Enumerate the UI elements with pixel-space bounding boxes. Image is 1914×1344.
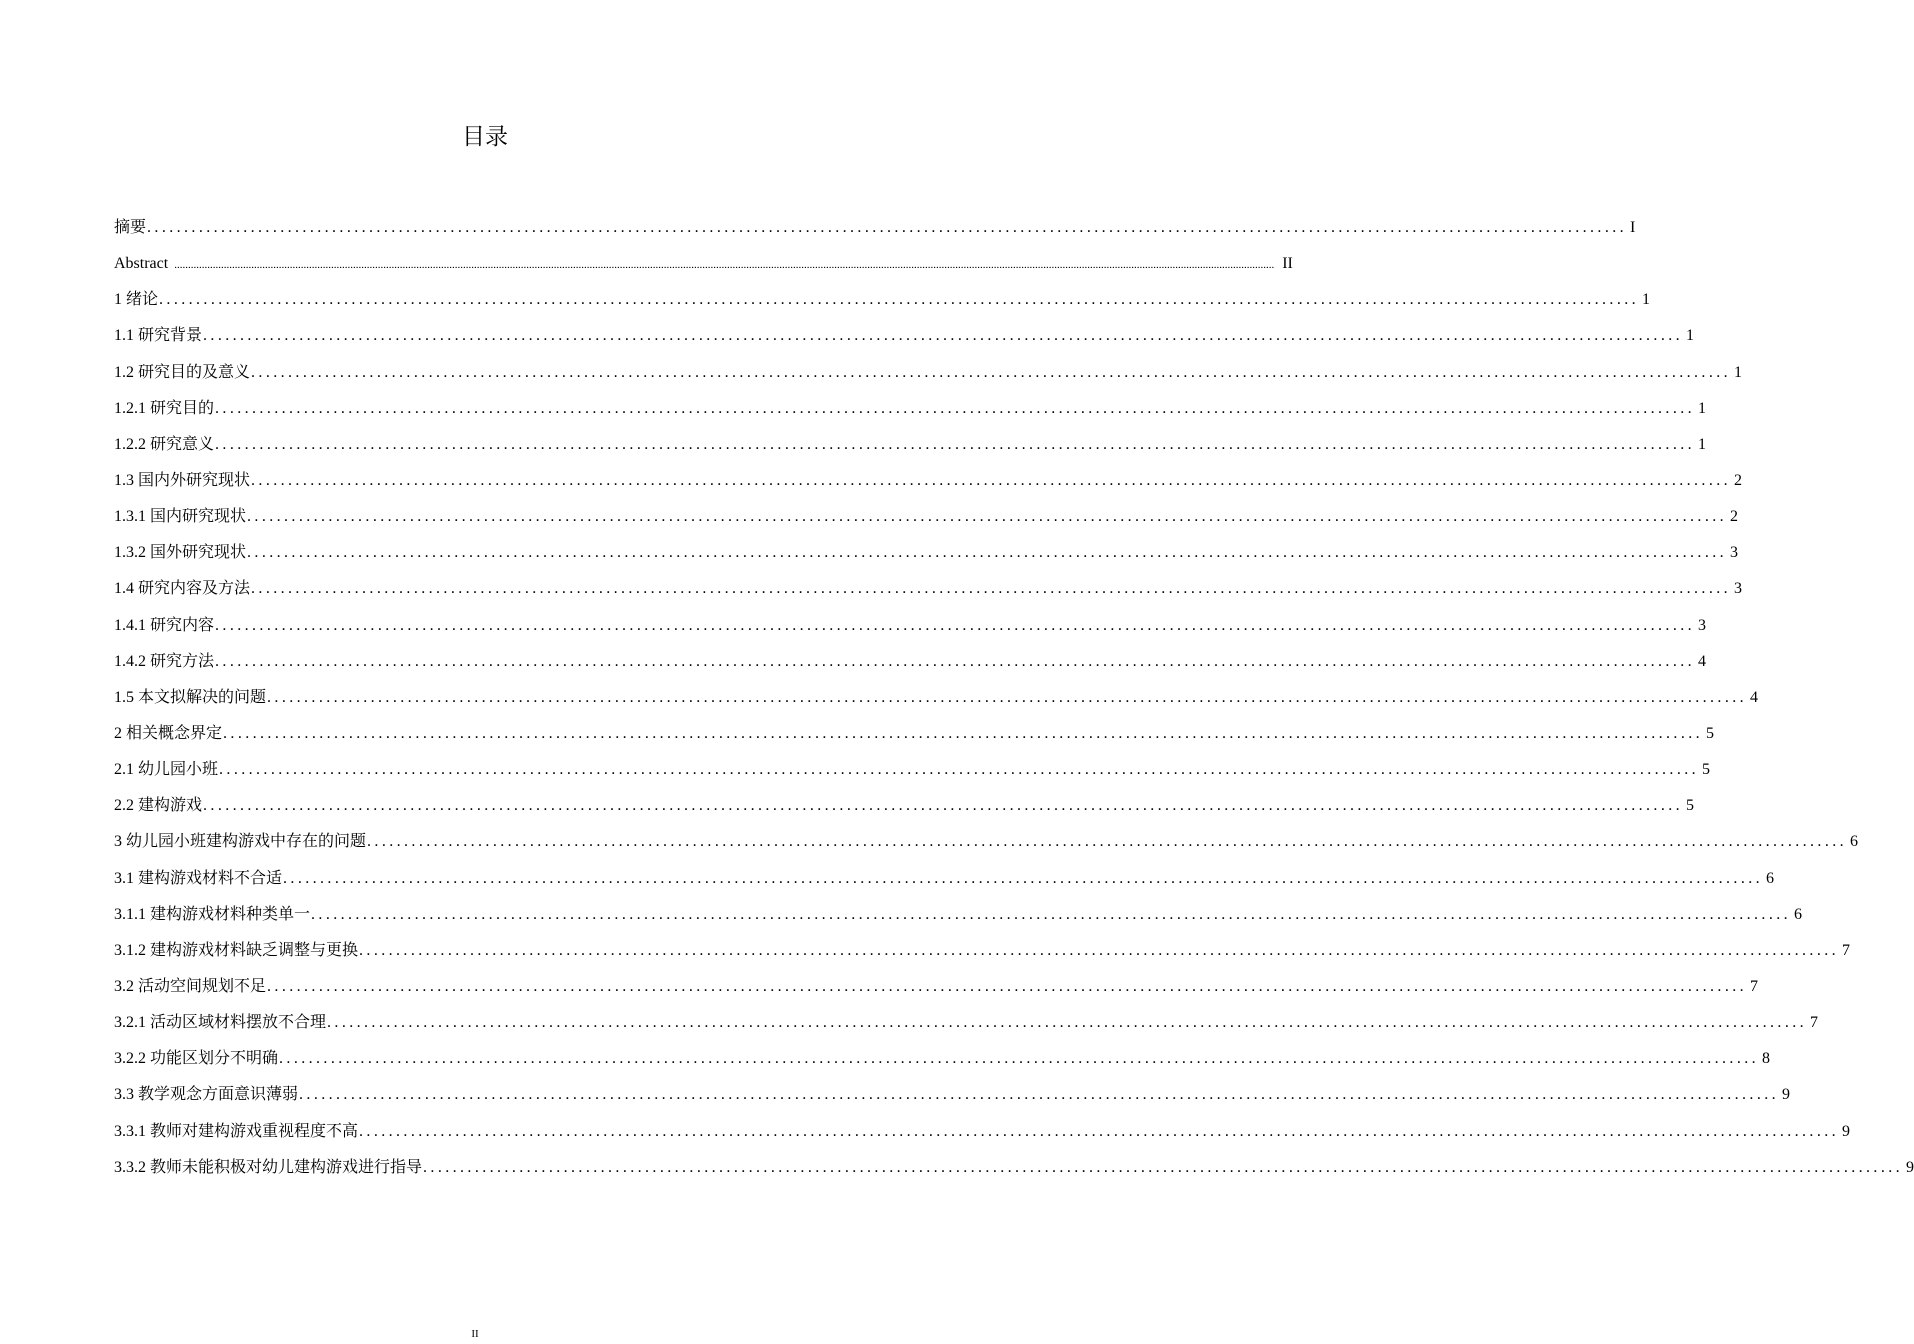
toc-leader: ........................................................................................................................................................................................................ [223, 724, 1704, 742]
toc-entry[interactable] [114, 355, 1743, 391]
toc-entry[interactable] [114, 427, 1707, 463]
toc-entry[interactable] [114, 1041, 1771, 1077]
toc-entry[interactable] [114, 1114, 1851, 1150]
toc-leader: ........................................................................................................................................................................................................ [215, 399, 1696, 417]
toc-leader: ........................................................................................................................................................................................................ [219, 761, 1700, 779]
page-title: 目录 [462, 124, 508, 150]
toc-entry[interactable] [114, 933, 1851, 969]
toc-label: 1.2.2 研究意义 [114, 435, 215, 453]
toc-page-number: 1 [1698, 435, 1707, 453]
toc-page-number: 4 [1750, 688, 1759, 706]
toc-leader: ........................................................................................................................................................................................................ [267, 977, 1748, 995]
toc-page-number: 1 [1686, 327, 1695, 345]
toc-leader: ........................................................................................................................................................................................................ [367, 833, 1848, 851]
toc-leader: ........................................................................................................................................................................................................ [327, 1014, 1808, 1032]
toc-page-number: 1 [1642, 291, 1651, 309]
toc-entry[interactable] [114, 644, 1707, 680]
toc-entry[interactable] [114, 680, 1759, 716]
toc-label: 摘要 [114, 219, 147, 236]
toc-label: 1 绪论 [114, 291, 159, 309]
toc-leader: ........................................................................................................................................................................................................ [267, 688, 1748, 706]
toc-page-number: 5 [1702, 761, 1711, 779]
toc-leader: ........................................................................................................................................................................................................ [203, 797, 1684, 815]
toc-entry[interactable] [114, 716, 1715, 752]
toc-label: 1.3 国内外研究现状 [114, 471, 251, 489]
toc-page-number: 7 [1810, 1014, 1819, 1032]
toc-entry[interactable] [114, 752, 1711, 788]
toc-leader: ........................................................................................................................................................................................................ [279, 1050, 1760, 1068]
toc-label: 1.5 本文拟解决的问题 [114, 688, 267, 706]
toc-entry[interactable] [114, 608, 1707, 644]
toc-leader: ........................................................................................................................................................................................................ [147, 219, 1628, 236]
toc-entry[interactable] [114, 318, 1695, 354]
toc-leader: ........................................................................................................................................................................................................ [251, 580, 1732, 598]
toc-entry[interactable] [114, 969, 1759, 1005]
toc-label: 2 相关概念界定 [114, 724, 223, 742]
toc-leader: ........................................................................................................................................................................................................ [215, 652, 1696, 670]
toc-leader: ........................................................................................................................................................................................................ [359, 1122, 1840, 1140]
toc-page-number: 4 [1698, 652, 1707, 670]
toc-page-number: 7 [1842, 941, 1851, 959]
toc-entry-abstract-cn[interactable] [114, 210, 1636, 246]
toc-leader: ........................................................................................................................................................................................................ [247, 508, 1728, 526]
toc-label: 1.4 研究内容及方法 [114, 580, 251, 598]
toc-label: Abstract [114, 255, 169, 273]
toc-leader: ........................................................................................................................................................................................................ [283, 869, 1764, 887]
toc-page-number: 5 [1686, 797, 1695, 815]
toc-label: 3.1 建构游戏材料不合适 [114, 869, 283, 887]
toc-label: 1.4.1 研究内容 [114, 616, 215, 634]
toc-leader: ........................................................................................................................................................................................................ [251, 363, 1732, 381]
toc-page-number: 5 [1706, 724, 1715, 742]
toc-leader: ........................................................................................................................................................................................................ [215, 435, 1696, 453]
toc-page-number: 9 [1782, 1086, 1791, 1104]
toc-page-number: II [1282, 255, 1293, 273]
toc-page-number: 6 [1766, 869, 1775, 887]
toc-page-number: 8 [1762, 1050, 1771, 1068]
toc-label: 3.1.2 建构游戏材料缺乏调整与更换 [114, 941, 359, 959]
toc-page-number: 9 [1842, 1122, 1851, 1140]
toc-leader: ................................................................................................................................................................................................................................................................................................................................................................................................................ [174, 259, 1275, 272]
toc-entry[interactable] [114, 788, 1695, 824]
toc-entry[interactable] [114, 824, 1859, 860]
toc-label: 3.1.1 建构游戏材料种类单一 [114, 905, 311, 923]
toc-label: 1.2 研究目的及意义 [114, 363, 251, 381]
toc-leader: ........................................................................................................................................................................................................ [423, 1158, 1904, 1176]
toc-page-number: 7 [1750, 977, 1759, 995]
toc-leader: ........................................................................................................................................................................................................ [215, 616, 1696, 634]
toc-label: 1.3.1 国内研究现状 [114, 508, 247, 526]
toc-page-number: 6 [1850, 833, 1859, 851]
toc-label: 3.3.2 教师未能积极对幼儿建构游戏进行指导 [114, 1158, 423, 1176]
toc-entry[interactable] [114, 1077, 1791, 1113]
toc-leader: ........................................................................................................................................................................................................ [311, 905, 1792, 923]
toc-page-number: 3 [1734, 580, 1743, 598]
toc-label: 3.3.1 教师对建构游戏重视程度不高 [114, 1122, 359, 1140]
toc-page-number: 9 [1906, 1158, 1914, 1176]
toc-entry[interactable] [114, 571, 1743, 607]
toc-page-number: I [1630, 219, 1636, 236]
toc-page-number: 6 [1794, 905, 1803, 923]
toc-leader: ........................................................................................................................................................................................................ [359, 941, 1840, 959]
toc-leader: ........................................................................................................................................................................................................ [203, 327, 1684, 345]
toc-leader: ........................................................................................................................................................................................................ [247, 544, 1728, 562]
toc-page-number: 2 [1730, 508, 1739, 526]
toc-entry[interactable] [114, 391, 1707, 427]
toc-label: 1.3.2 国外研究现状 [114, 544, 247, 562]
toc-entry[interactable] [114, 861, 1775, 897]
toc-page-number: 3 [1698, 616, 1707, 634]
toc-entry[interactable] [114, 897, 1803, 933]
toc-leader: ........................................................................................................................................................................................................ [251, 471, 1732, 489]
toc-page-number: 1 [1734, 363, 1743, 381]
toc-label: 3 幼儿园小班建构游戏中存在的问题 [114, 833, 367, 851]
toc-label: 1.4.2 研究方法 [114, 652, 215, 670]
toc-entry[interactable] [114, 499, 1739, 535]
toc-leader: ........................................................................................................................................................................................................ [299, 1086, 1780, 1104]
toc-label: 1.1 研究背景 [114, 327, 203, 345]
toc-label: 2.1 幼儿园小班 [114, 761, 219, 779]
toc-entry[interactable] [114, 282, 1651, 318]
toc-label: 3.3 教学观念方面意识薄弱 [114, 1086, 299, 1104]
toc-leader: ........................................................................................................................................................................................................ [159, 291, 1640, 309]
toc-page-number: 3 [1730, 544, 1739, 562]
toc-page-number: 2 [1734, 471, 1743, 489]
toc-label: 2.2 建构游戏 [114, 797, 203, 815]
toc-label: 3.2 活动空间规划不足 [114, 977, 267, 995]
toc-entry[interactable] [114, 535, 1739, 571]
page-number-footer: II [471, 1328, 479, 1340]
toc-entry[interactable] [114, 463, 1743, 499]
toc-entry-abstract-en[interactable] [114, 246, 1293, 282]
toc-entry[interactable] [114, 1150, 1914, 1186]
toc-label: 3.2.1 活动区域材料摆放不合理 [114, 1014, 327, 1032]
toc-page-number: 1 [1698, 399, 1707, 417]
table-of-contents [114, 210, 1914, 1186]
toc-label: 3.2.2 功能区划分不明确 [114, 1050, 279, 1068]
toc-entry[interactable] [114, 1005, 1819, 1041]
toc-label: 1.2.1 研究目的 [114, 399, 215, 417]
